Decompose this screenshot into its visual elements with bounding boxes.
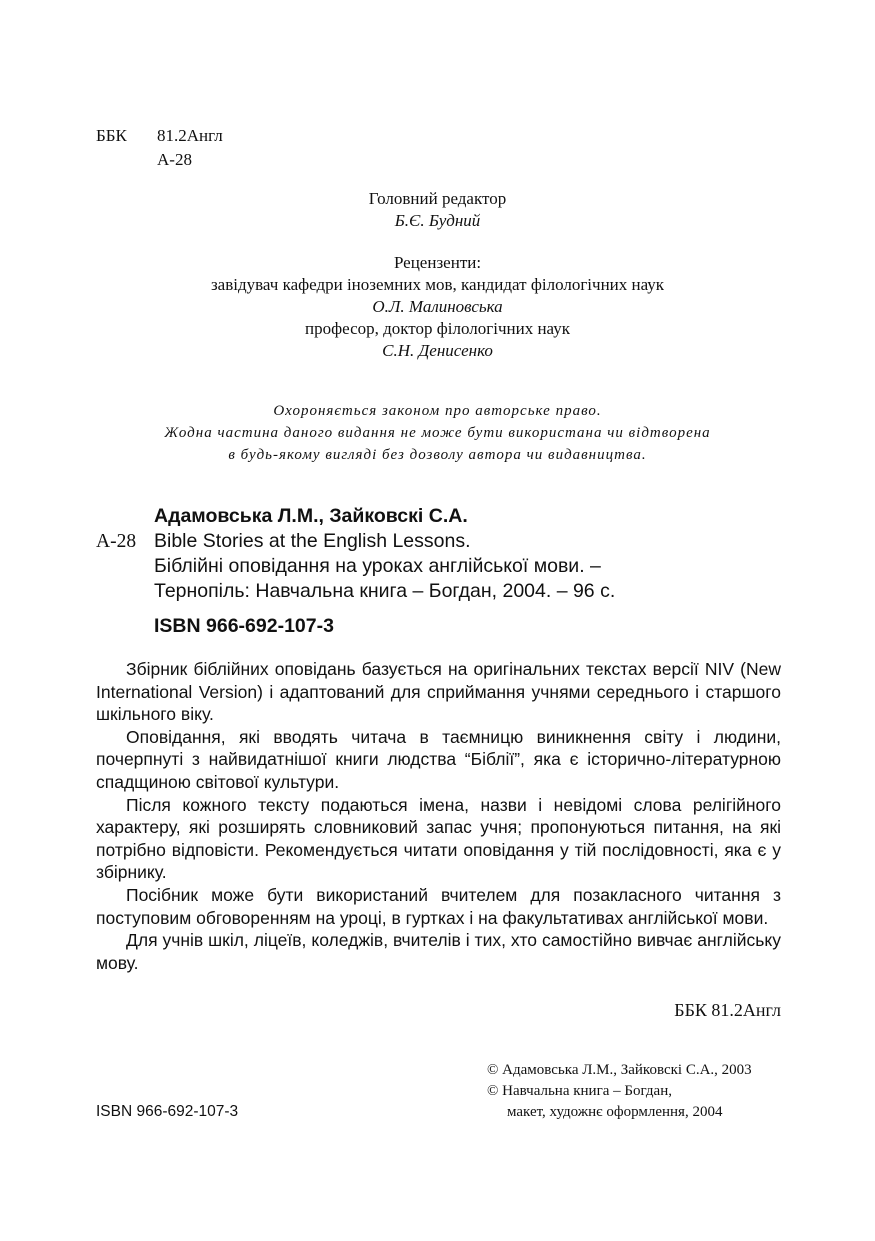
- copyright-line: © Навчальна книга – Богдан,: [487, 1083, 672, 1099]
- isbn-bottom: ISBN 966-692-107-3: [96, 1103, 239, 1120]
- authors: Адамовська Л.М., Зайковскі С.А.: [154, 505, 468, 527]
- reviewer2-name: С.Н. Денисенко: [382, 341, 493, 360]
- bbk-row: [96, 124, 223, 148]
- copyright-block: [487, 1060, 752, 1123]
- annotation-paragraph: Оповідання, які вводять читача в таємницю виникнення світу і людини, почерпнуті з найвидатнішої книги людства “Біблії”, яка є історично-літературною спадщиною світової культури.: [96, 726, 781, 792]
- copyright-line: © Адамовська Л.М., Зайковскі С.А., 2003: [487, 1062, 752, 1078]
- title-en-line: [96, 529, 615, 554]
- editor-name: Б.Є. Будний: [394, 211, 481, 230]
- title-en: Bible Stories at the English Lessons.: [154, 530, 471, 552]
- author-code: А-28: [157, 150, 192, 169]
- bbk-bottom: ББК 81.2Англ: [674, 1000, 781, 1020]
- title-uk-line: [96, 554, 615, 579]
- isbn-line: [96, 614, 615, 639]
- bibliographic-record: [96, 504, 615, 639]
- isbn: ISBN 966-692-107-3: [154, 615, 334, 637]
- authors-line: [96, 504, 615, 529]
- imprint-line: [96, 579, 615, 604]
- notice-line: Охороняється законом про авторське право.: [273, 403, 602, 419]
- annotation-paragraph: Збірник біблійних оповідань базується на оригінальних текстах версії NIV (New International Version) і адаптований для сприймання учнями середнього і старшого шкільного віку.: [96, 659, 781, 725]
- imprint: Тернопіль: Навчальна книга – Богдан, 2004. – 96 с.: [154, 580, 616, 602]
- title-uk: Біблійні оповідання на уроках англійської мови. –: [154, 555, 601, 577]
- notice-line: Жодна частина даного видання не може бути використана чи відтворена: [164, 425, 711, 441]
- editor-title: Головний редактор: [368, 189, 507, 208]
- bbk-block: [96, 124, 223, 172]
- reviewers-block: [0, 252, 875, 362]
- copyright-notice: [0, 400, 875, 466]
- annotation: [96, 658, 781, 974]
- record-code: А-28: [96, 531, 137, 552]
- reviewers-title: Рецензенти:: [393, 253, 482, 272]
- bbk-code: 81.2Англ: [157, 126, 223, 145]
- reviewer1-name: О.Л. Малиновська: [372, 297, 503, 316]
- reviewer1-position: завідувач кафедри іноземних мов, кандидат філологічних наук: [210, 275, 665, 294]
- annotation-paragraph: Після кожного тексту подаються імена, назви і невідомі слова релігійного характеру, які розширять словниковий запас учня; пропонуються питання, на які потрібно відповісти. Рекомендується читати оповідання у тій послідовності, яка є у збірнику.: [96, 794, 781, 883]
- annotation-paragraph: Для учнів шкіл, ліцеїв, коледжів, вчителів і тих, хто самостійно вивчає англійську мову.: [96, 930, 781, 973]
- editor-block: [0, 188, 875, 232]
- copyright-line: макет, художнє оформлення, 2004: [507, 1104, 723, 1120]
- reviewer2-position: професор, доктор філологічних наук: [305, 319, 570, 338]
- author-code-row: [96, 148, 223, 172]
- annotation-paragraph: Посібник може бути використаний вчителем для позакласного читання з поступовим обговоренням на уроці, в гуртках і на факультативах англійської мови.: [96, 884, 781, 928]
- notice-line: в будь-якому вигляді без дозволу автора чи видавництва.: [228, 447, 647, 463]
- bbk-label: ББК: [96, 126, 127, 145]
